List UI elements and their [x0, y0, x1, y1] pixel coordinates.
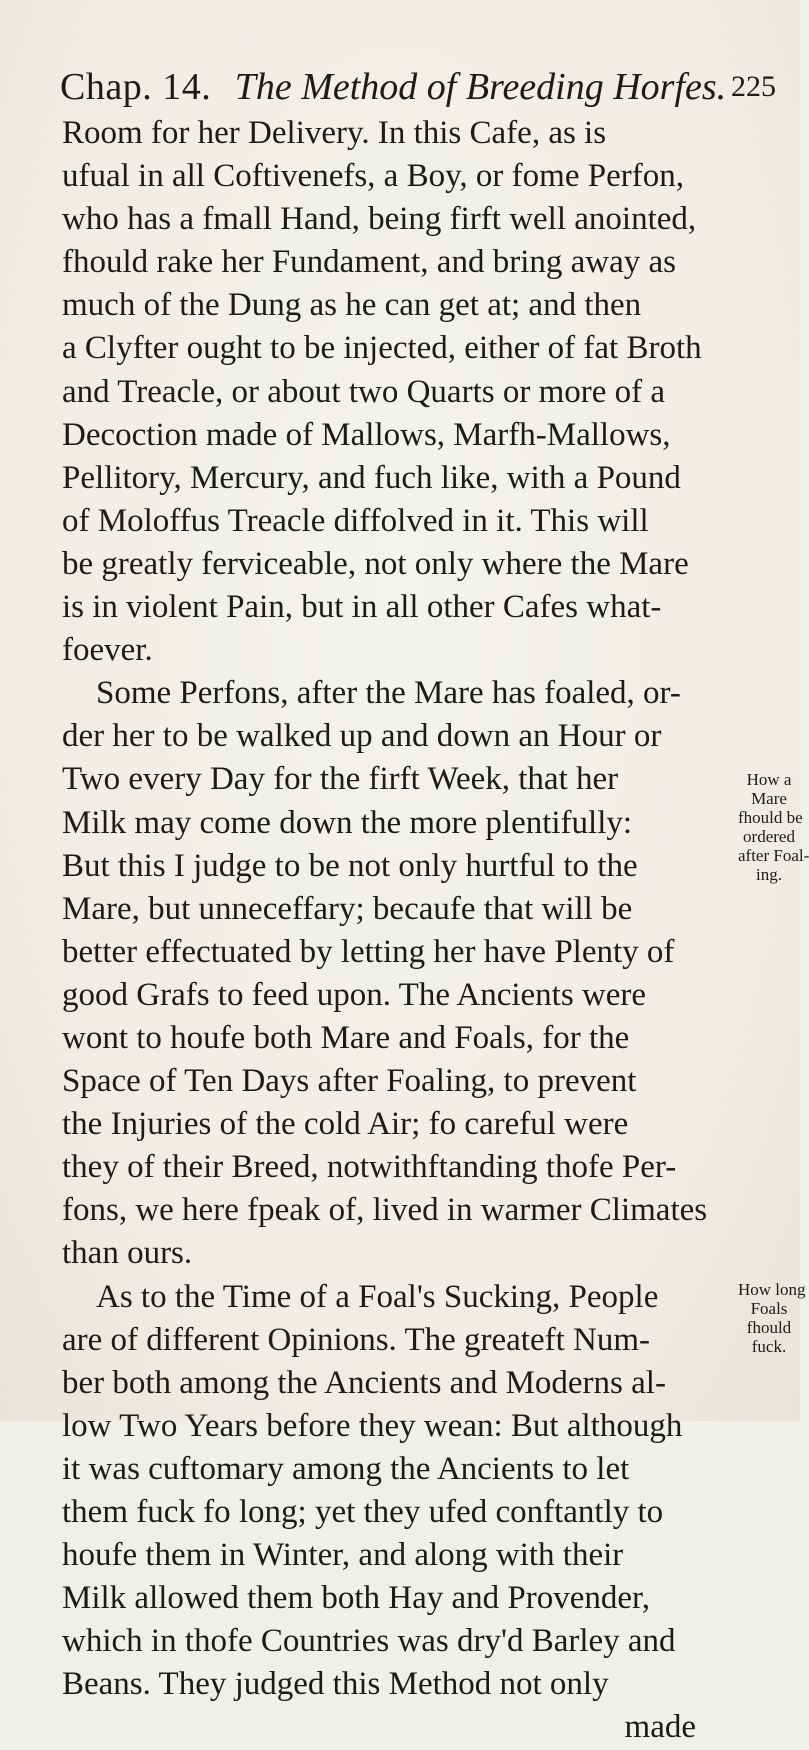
text-line: der her to be walked up and down an Hour or: [62, 718, 662, 755]
text-line: Two every Day for the firft Week, that her: [62, 761, 619, 798]
text-line: wont to houfe both Mare and Foals, for the: [62, 1019, 630, 1056]
text-line: Some Perfons, after the Mare has foaled, or-: [96, 675, 681, 712]
text-line: Beans. They judged this Method not only: [62, 1666, 609, 1703]
text-line: are of different Opinions. The greateft Num-: [62, 1321, 650, 1358]
margin-note-line: ing.: [756, 865, 782, 884]
text-line: low Two Years before they wean: But although: [62, 1407, 683, 1444]
text-line: Milk allowed them both Hay and Provender,: [62, 1580, 650, 1617]
text-line: be greatly ferviceable, not only where the Mare: [62, 545, 689, 582]
text-line: made: [624, 1709, 696, 1746]
margin-note-mare-ordered: [738, 770, 809, 884]
margin-note-line: fhould be: [738, 808, 803, 827]
text-line: than ours.: [62, 1235, 193, 1272]
text-line: Mare, but unneceffary; becaufe that will be: [62, 890, 633, 927]
text-line: it was cuftomary among the Ancients to let: [62, 1450, 630, 1487]
body-text: [62, 112, 732, 1750]
text-line: Room for her Delivery. In this Cafe, as is: [62, 115, 607, 151]
margin-note-line: Mare: [751, 789, 787, 808]
text-line: who has a fmall Hand, being firft well anointed,: [62, 201, 697, 238]
text-line: As to the Time of a Foal's Sucking, People: [96, 1278, 659, 1315]
text-line: fhould rake her Fundament, and bring away as: [62, 244, 676, 281]
text-line: fons, we here fpeak of, lived in warmer Climates: [62, 1192, 708, 1229]
margin-note-line: after Foal-: [738, 846, 809, 865]
text-line: But this I judge to be not only hurtful to the: [62, 847, 638, 884]
text-line: Space of Ten Days after Foaling, to prevent: [62, 1063, 637, 1100]
text-line: Decoction made of Mallows, Marfh-Mallows,: [62, 416, 671, 453]
text-line: the Injuries of the cold Air; fo careful were: [62, 1106, 629, 1143]
text-line: Pellitory, Mercury, and fuch like, with a Pound: [62, 459, 681, 496]
margin-note-line: How long: [738, 1280, 806, 1299]
margin-note-line: ordered: [743, 827, 795, 846]
margin-note-line: How a: [746, 770, 792, 789]
text-line: they of their Breed, notwithftanding thofe Per-: [62, 1149, 677, 1186]
text-line: is in violent Pain, but in all other Cafes what-: [62, 589, 662, 626]
margin-note-line: fuck.: [751, 1337, 787, 1356]
text-line: of Moloffus Treacle diffolved in it. This will: [62, 502, 649, 539]
text-line: houfe them in Winter, and along with their: [62, 1537, 624, 1574]
running-title: The Method of Breeding Horfes.: [234, 66, 727, 108]
text-line: good Grafs to feed upon. The Ancients were: [62, 976, 647, 1013]
text-line: Milk may come down the more plentifully:: [62, 804, 633, 841]
text-line: and Treacle, or about two Quarts or more of a: [62, 373, 666, 410]
text-line: a Clyfter ought to be injected, either of fat Broth: [62, 330, 702, 367]
text-line: them fuck fo long; yet they ufed conftantly to: [62, 1494, 664, 1530]
margin-note-line: fhould: [746, 1318, 792, 1337]
text-line: ber both among the Ancients and Moderns al-: [62, 1364, 666, 1401]
text-line: which in thofe Countries was dry'd Barley and: [62, 1623, 676, 1660]
margin-note-foals-suck: [738, 1280, 806, 1356]
text-line: better effectuated by letting her have Plenty of: [62, 933, 675, 970]
text-line: ufual in all Coftivenefs, a Boy, or fome Perfon,: [62, 158, 684, 195]
page-header: [60, 62, 780, 112]
text-line: much of the Dung as he can get at; and then: [62, 287, 642, 324]
page-number: 225: [731, 70, 776, 103]
margin-note-line: Foals: [750, 1299, 788, 1318]
chapter-label: Chap. 14.: [60, 66, 212, 108]
text-line: foever.: [62, 632, 153, 669]
